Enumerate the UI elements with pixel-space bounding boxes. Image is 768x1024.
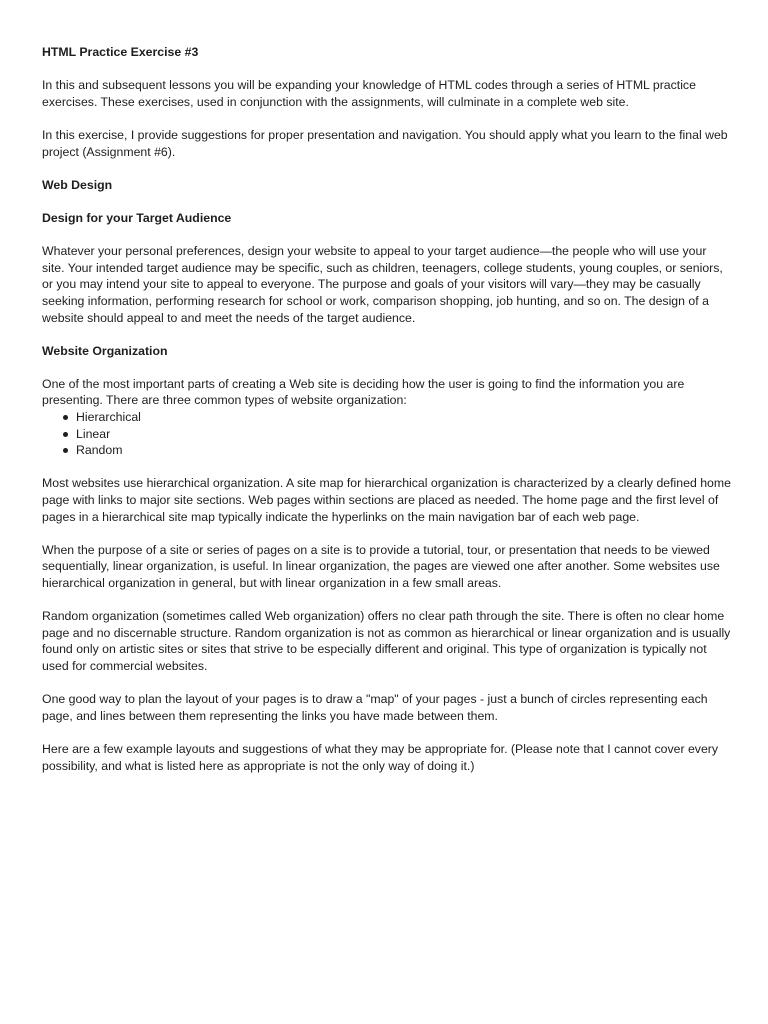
- intro-paragraph-1: In this and subsequent lessons you will be expanding your knowledge of HTML codes through a series of HTML practice exercises. These exercises, used in conjunction with the assignments, will culminate in a complete web site.: [42, 78, 696, 109]
- document-title: HTML Practice Exercise #3: [42, 45, 199, 59]
- hierarchical-paragraph: Most websites use hierarchical organization. A site map for hierarchical organization is characterized by a clearly defined home page with links to major site sections. Web pages within sections are placed as needed. The home page and the first level of pages in a hierarchical site map typically indicate the hyperlinks on the main navigation bar of each web page.: [42, 476, 731, 524]
- section-heading-website-organization: Website Organization: [42, 343, 168, 358]
- intro-paragraph-2: In this exercise, I provide suggestions for proper presentation and navigation. You should apply what you learn to the final web project (Assignment #6).: [42, 127, 728, 159]
- linear-paragraph: When the purpose of a site or series of pages on a site is to provide a tutorial, tour, or presentation that needs to be viewed sequentially, linear organization, is useful. In linear organization, the pages are viewed one after another. Some websites use hierarchical organization in general, but with linear organization in a few small areas.: [42, 542, 720, 590]
- document-page: [42, 44, 732, 791]
- target-audience-paragraph: Whatever your personal preferences, design your website to appeal to your target audience—the people who will use your site. Your intended target audience may be specific, such as children, teenagers, college students, young couples, or seniors, or you may intend your site to appeal to everyone. The purpose and goals of your visitors will vary—they may be casually seeking information, performing research for school or work, comparison shopping, job hunting, and so on. The design of a website should appeal to and meet the needs of the target audience.: [42, 244, 723, 325]
- organization-paragraph: One of the most important parts of creating a Web site is deciding how the user is going to find the information you are presenting. There are three common types of website organization:: [42, 376, 685, 408]
- organization-types-list: [42, 409, 732, 459]
- section-heading-web-design: Web Design: [42, 177, 113, 192]
- random-paragraph: Random organization (sometimes called Web organization) offers no clear path through the site. There is often no clear home page and no discernable structure. Random organization is not as common as hierarchical or linear organization and is usually found only on artistic sites or sites that strive to be especially different and original. This type of organization is typically not used for commercial websites.: [42, 609, 731, 673]
- site-map-paragraph: One good way to plan the layout of your pages is to draw a "map" of your pages - just a bunch of circles representing each page, and lines between them representing the links you have made between them.: [42, 692, 708, 723]
- example-layouts-paragraph: Here are a few example layouts and suggestions of what they may be appropriate for. (Please note that I cannot cover every possibility, and what is listed here as appropriate is not the only way of doing it.): [42, 741, 719, 773]
- list-item: Linear: [76, 426, 732, 443]
- section-heading-target-audience: Design for your Target Audience: [42, 210, 232, 225]
- list-item: Hierarchical: [76, 409, 732, 426]
- list-item: Random: [76, 442, 732, 459]
